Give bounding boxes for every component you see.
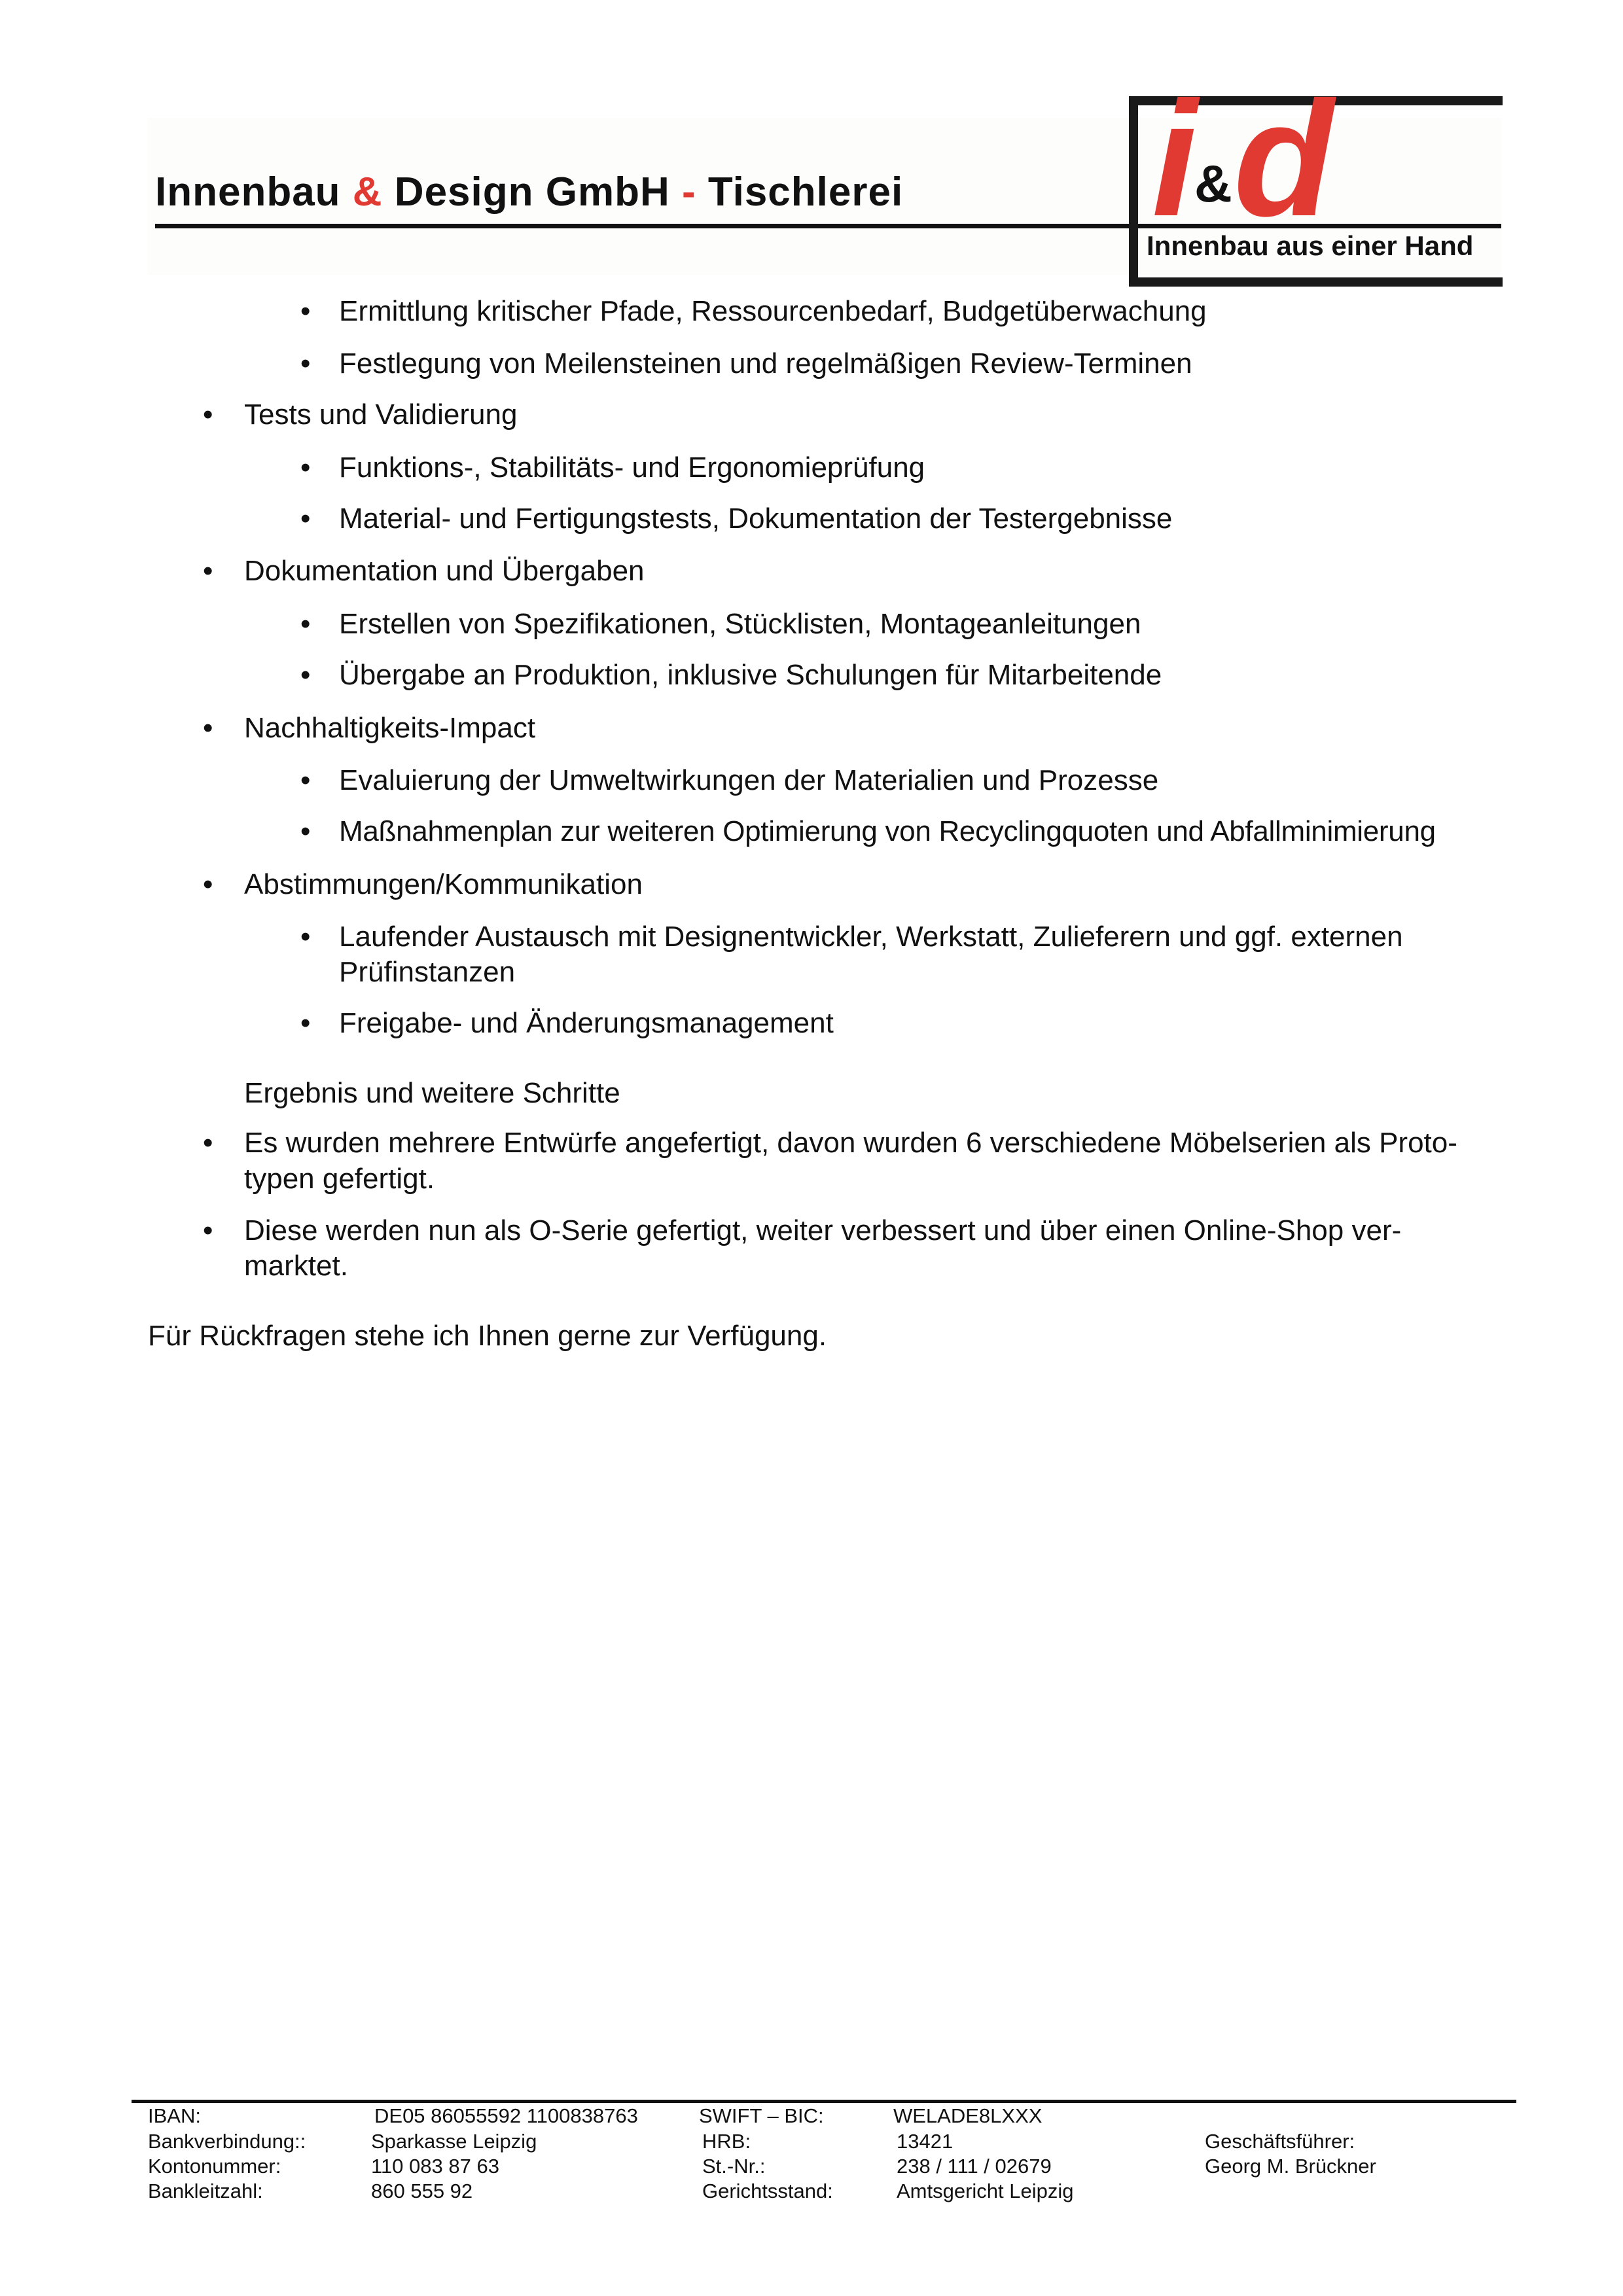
list-item: Maßnahmenplan zur weiteren Optimierung von Recyclingquoten und Abfallminimierung [339,815,1436,847]
list-item: Funktions-, Stabilitäts- und Ergonomieprüfung [339,451,925,484]
managing-director-label: Geschäftsführer: [1205,2130,1355,2153]
company-name-part: Innenbau [155,169,353,215]
list-item: Erstellen von Spezifikationen, Stücklisten, Montageanleitungen [339,608,1141,640]
company-name [155,169,903,215]
company-name-ampersand: & [352,169,383,215]
bullet: • [203,555,213,587]
list-item: Tests und Validierung [244,398,518,431]
swift-label: SWIFT – BIC: [699,2104,824,2127]
footer-rule [132,2100,1516,2103]
bullet: • [300,659,311,691]
bullet: • [300,764,311,796]
list-item: Ermittlung kritischer Pfade, Ressourcenbedarf, Budgetüberwachung [339,295,1207,327]
bullet: • [203,398,213,431]
court-value: Amtsgericht Leipzig [897,2180,1074,2202]
bank-label: Bankverbindung:: [148,2130,306,2153]
logo-ampersand: & [1194,154,1232,213]
bank-code-label: Bankleitzahl: [148,2180,263,2202]
iban-value: DE05 86055592 1100838763 [374,2104,638,2127]
bullet: • [300,503,311,535]
tax-number-value: 238 / 111 / 02679 [897,2155,1052,2178]
tax-number-label: St.-Nr.: [702,2155,766,2178]
list-item-continuation: Prüfinstanzen [339,956,516,988]
list-item: Es wurden mehrere Entwürfe angefertigt, davon wurden 6 verschiedene Möbelserien als Proto- [244,1127,1457,1159]
list-item: Dokumentation und Übergaben [244,555,645,587]
bullet: • [203,712,213,744]
bullet: • [203,868,213,900]
court-label: Gerichtsstand: [702,2180,833,2202]
list-item: Abstimmungen/Kommunikation [244,868,643,900]
bullet: • [300,451,311,484]
logo-tagline: Innenbau aus einer Hand [1147,230,1474,261]
bullet: • [300,815,311,847]
list-item: Laufender Austausch mit Designentwickler, Werkstatt, Zulieferern und ggf. externen [339,921,1403,953]
list-item: Festlegung von Meilensteinen und regelmäßigen Review-Terminen [339,347,1192,380]
company-name-dash: - [681,169,696,215]
list-item: Übergabe an Produktion, inklusive Schulungen für Mitarbeitende [339,659,1162,691]
logo-letter-i: i [1152,67,1198,250]
bullet: • [300,295,311,327]
list-item: Diese werden nun als O-Serie gefertigt, weiter verbessert und über einen Online-Shop ver- [244,1214,1402,1246]
bullet: • [203,1127,213,1159]
hrb-value: 13421 [897,2130,954,2153]
bank-code-value: 860 555 92 [371,2180,473,2202]
list-item: Nachhaltigkeits-Impact [244,712,536,744]
iban-label: IBAN: [148,2104,201,2127]
list-item-continuation: typen gefertigt. [244,1163,435,1195]
list-item: Evaluierung der Umweltwirkungen der Materialien und Prozesse [339,764,1159,796]
bullet: • [300,608,311,640]
hrb-label: HRB: [702,2130,751,2153]
swift-value: WELADE8LXXX [893,2104,1043,2127]
list-item: Material- und Fertigungstests, Dokumentation der Testergebnisse [339,503,1173,535]
company-name-part: Tischlerei [696,169,904,215]
bank-value: Sparkasse Leipzig [371,2130,537,2153]
list-item: Freigabe- und Änderungsmanagement [339,1007,834,1039]
bullet: • [300,921,311,953]
list-item-continuation: marktet. [244,1250,348,1282]
bullet: • [300,1007,311,1039]
closing-sentence: Für Rückfragen stehe ich Ihnen gerne zur Verfügung. [148,1320,827,1352]
section-heading: Ergebnis und weitere Schritte [244,1077,620,1109]
bullet: • [300,347,311,380]
bullet: • [203,1214,213,1246]
account-value: 110 083 87 63 [371,2155,499,2178]
logo-letter-d: d [1234,67,1334,250]
account-label: Kontonummer: [148,2155,281,2178]
company-name-part: Design GmbH [382,169,682,215]
managing-director-value: Georg M. Brückner [1205,2155,1376,2178]
